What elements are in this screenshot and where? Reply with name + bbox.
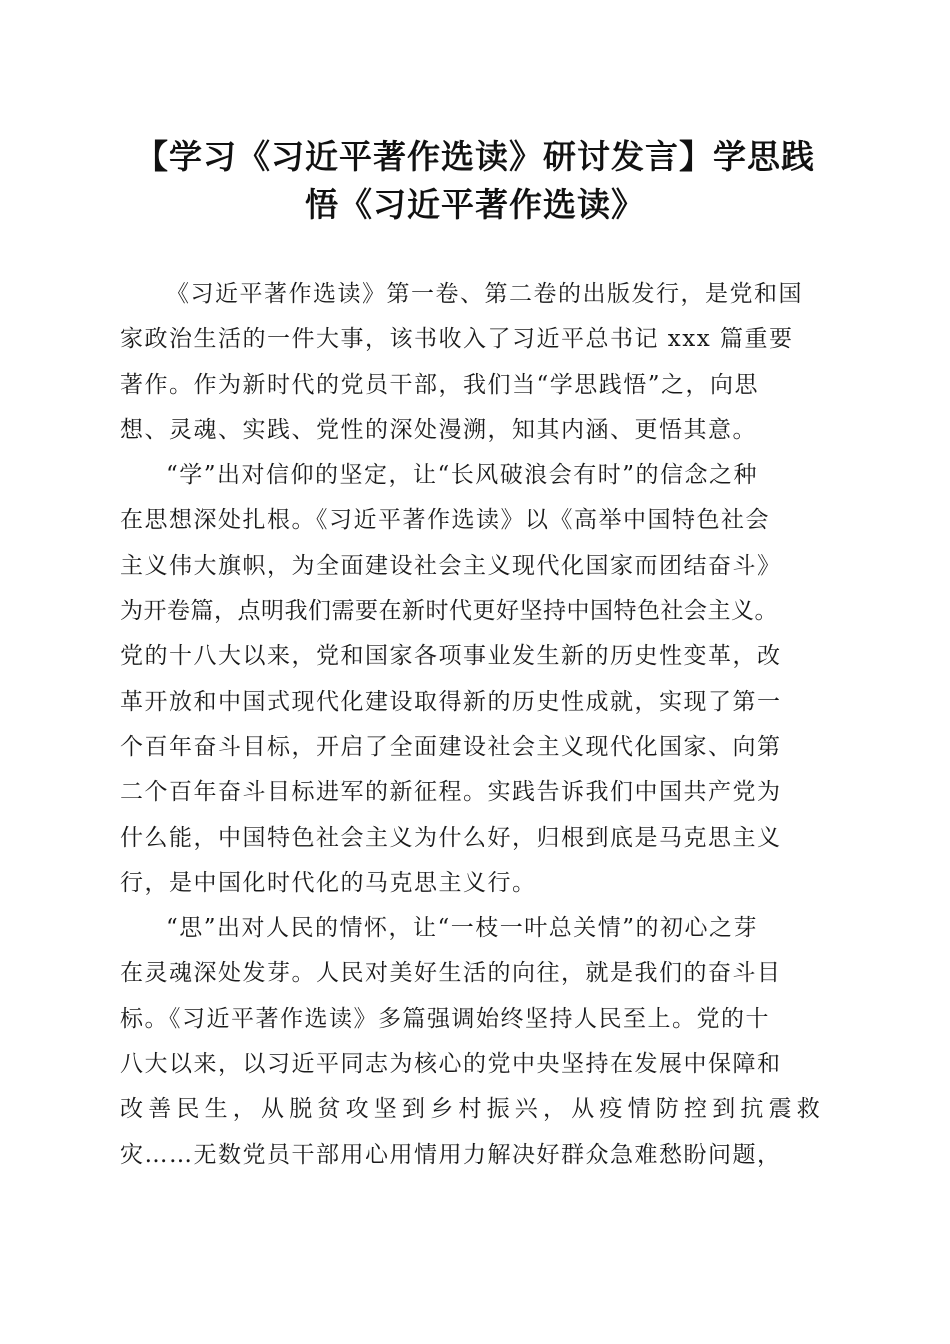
paragraph-2-line: 革开放和中国式现代化建设取得新的历史性成就，实现了第一 bbox=[120, 688, 782, 715]
paragraph-3-line: 灾……无数党员干部用心用情用力解决好群众急难愁盼问题， bbox=[120, 1141, 782, 1168]
document-body bbox=[120, 272, 840, 1178]
paragraph-2-line: 二个百年奋斗目标进军的新征程。实践告诉我们中国共产党为 bbox=[120, 779, 782, 806]
paragraph-2-line: 主义伟大旗帜，为全面建设社会主义现代化国家而团结奋斗》 bbox=[120, 552, 782, 579]
paragraph-3-line: 八大以来，以习近平同志为核心的党中央坚持在发展中保障和 bbox=[120, 1051, 782, 1078]
title-line: 悟《习近平著作选读》 bbox=[305, 185, 645, 224]
paragraph-1-line: 著作。作为新时代的党员干部，我们当“学思践悟”之，向思 bbox=[120, 371, 760, 398]
paragraph-2-line: 在思想深处扎根。《习近平著作选读》以《高举中国特色社会 bbox=[120, 507, 770, 534]
paragraph-3-line: 在灵魂深处发芽。人民对美好生活的向往，就是我们的奋斗目 bbox=[120, 960, 782, 987]
paragraph-3-line: “思”出对人民的情怀，让“一枝一叶总关情”的初心之芽 bbox=[166, 915, 759, 942]
paragraph-1-line: 想、灵魂、实践、党性的深处漫溯，知其内涵、更悟其意。 bbox=[120, 416, 757, 443]
paragraph-3-line: 标。《习近平著作选读》多篇强调始终坚持人民至上。党的十 bbox=[120, 1005, 770, 1032]
paragraph-2-line: “学”出对信仰的坚定，让“长风破浪会有时”的信念之种 bbox=[166, 462, 759, 489]
paragraph-2-line: 什么能，中国特色社会主义为什么好，归根到底是马克思主义 bbox=[120, 824, 782, 851]
paragraph-2-line: 党的十八大以来，党和国家各项事业发生新的历史性变革，改 bbox=[120, 643, 782, 670]
paragraph-2-line: 行，是中国化时代化的马克思主义行。 bbox=[120, 869, 537, 896]
title-line: 【学习《习近平著作选读》研讨发言】学思践 bbox=[135, 137, 815, 176]
document-title bbox=[115, 133, 835, 229]
paragraph-1-line: 家政治生活的一件大事，该书收入了习近平总书记 xxx 篇重要 bbox=[120, 326, 794, 353]
paragraph-2-line: 个百年奋斗目标，开启了全面建设社会主义现代化国家、向第 bbox=[120, 733, 782, 760]
paragraph-2-line: 为开卷篇，点明我们需要在新时代更好坚持中国特色社会主义。 bbox=[120, 598, 778, 625]
paragraph-3-line: 改善民生，从脱贫攻坚到乡村振兴，从疫情防控到抗震救 bbox=[120, 1096, 825, 1123]
paragraph-1-line: 《习近平著作选读》第一卷、第二卷的出版发行，是党和国 bbox=[166, 281, 803, 307]
